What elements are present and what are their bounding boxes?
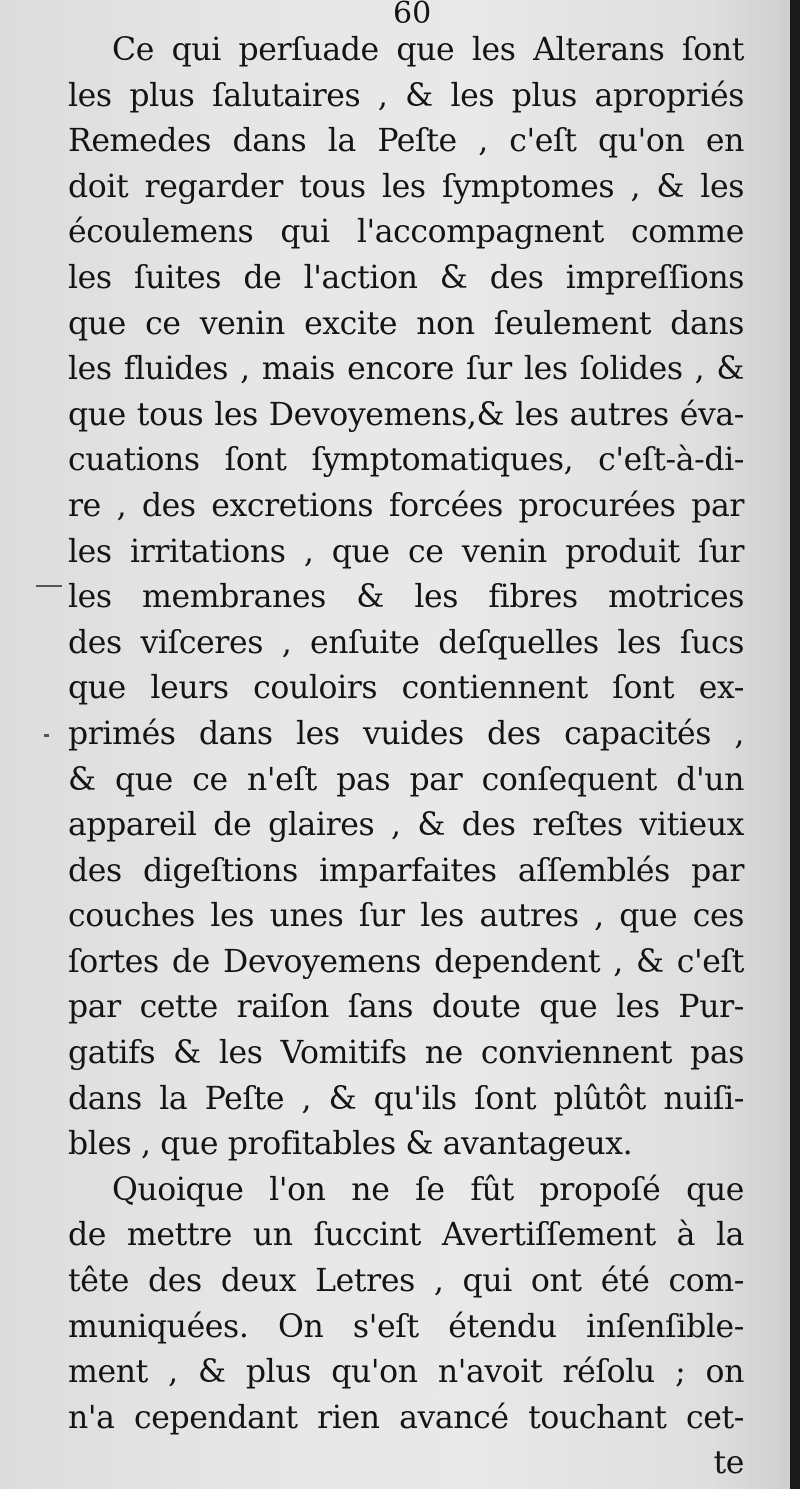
text-line: les irritations , que ce venin produit ſur: [68, 533, 744, 570]
text-line: que leurs couloirs contiennent ſont ex-: [68, 670, 744, 707]
body-text: [68, 28, 744, 1487]
text-line: les membranes & les fibres motrices: [68, 579, 744, 616]
text-line: par cette raiſon ſans doute que les Pur-: [68, 989, 744, 1026]
catchword: te: [713, 1445, 744, 1482]
text-line: des viſceres , enſuite deſquelles les ſucs: [68, 624, 744, 661]
page-number: 60: [393, 0, 432, 31]
text-line: que tous les Devoyemens,& les autres éva-: [68, 396, 744, 433]
margin-mark: [36, 585, 62, 587]
text-line: bles , que profitables & avantageux.: [68, 1126, 633, 1163]
page-edge: [790, 0, 800, 1489]
text-line: n'a cependant rien avancé touchant cet-: [68, 1399, 744, 1436]
text-line: gatifs & les Vomitifs ne conviennent pas: [68, 1035, 744, 1072]
text-line: appareil de glaires , & des reſtes vitieux: [68, 807, 744, 844]
text-line: des digeſtions imparfaites aſſemblés par: [68, 852, 744, 889]
text-line: que ce venin excite non ſeulement dans: [68, 305, 744, 342]
text-line: écoulemens qui l'accompagnent comme: [68, 214, 744, 251]
text-line: ſortes de Devoyemens dependent , & c'eſt: [68, 943, 744, 980]
text-line: doit regarder tous les ſymptomes , & les: [68, 168, 744, 205]
text-line: & que ce n'eſt pas par conſequent d'un: [68, 761, 744, 798]
text-line: les fluides , mais encore ſur les ſolides , &: [68, 351, 744, 388]
text-line: dans la Peſte , & qu'ils ſont plûtôt nuiſi-: [68, 1080, 744, 1117]
margin-dot: [44, 734, 49, 737]
text-line: ment , & plus qu'on n'avoit réſolu ; on: [68, 1354, 744, 1391]
text-line: couches les unes ſur les autres , que ces: [68, 898, 744, 935]
text-line: les plus ſalutaires , & les plus apropriés: [68, 77, 744, 114]
text-line: Quoique l'on ne ſe fût propoſé que: [112, 1171, 744, 1208]
text-line: Remedes dans la Peſte , c'eſt qu'on en: [68, 123, 744, 160]
text-line: Ce qui perſuade que les Alterans ſont: [112, 32, 744, 68]
text-line: cuations ſont ſymptomatiques, c'eſt-à-di-: [68, 442, 744, 479]
text-line: les ſuites de l'action & des impreſſions: [68, 259, 744, 296]
text-line: tête des deux Letres , qui ont été com-: [68, 1263, 744, 1300]
text-line: muniquées. On s'eſt étendu inſenſible-: [68, 1308, 744, 1345]
text-line: re , des excretions forcées procurées par: [68, 487, 744, 524]
text-line: primés dans les vuides des capacités ,: [68, 715, 744, 752]
text-line: de mettre un ſuccint Avertiſſement à la: [68, 1217, 744, 1254]
